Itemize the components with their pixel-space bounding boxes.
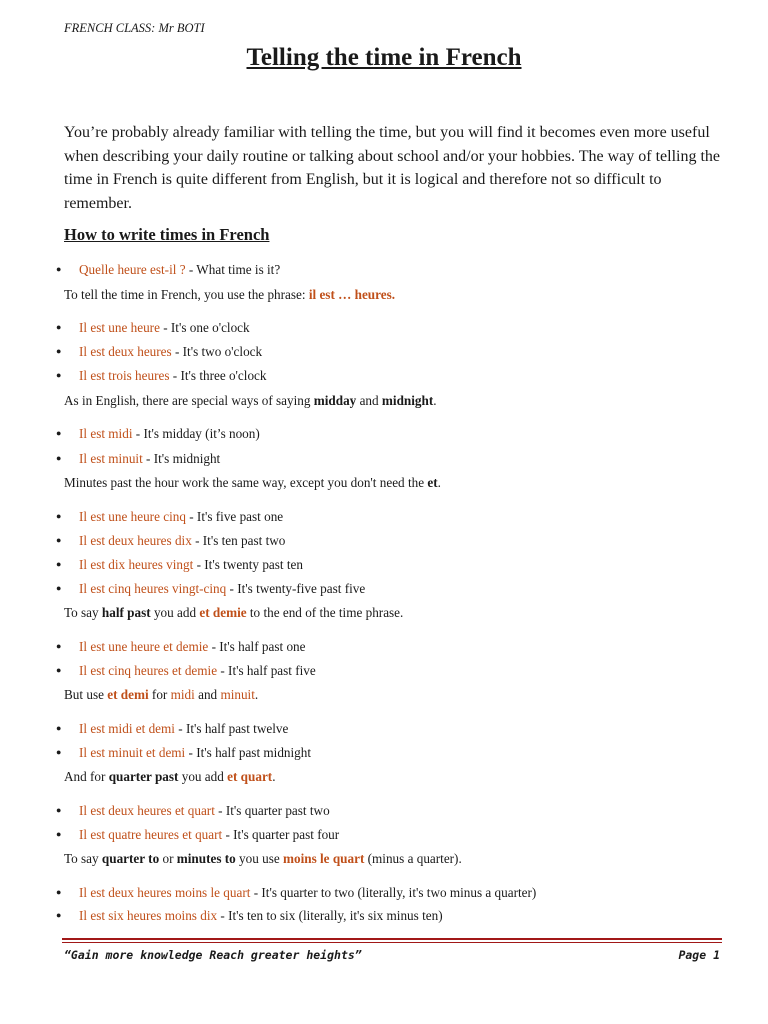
french-phrase: Il est minuit	[79, 451, 143, 466]
bullet-icon: ●	[56, 511, 62, 521]
bullet-icon: ●	[56, 559, 62, 569]
french-word: minuit	[220, 687, 255, 702]
list-item	[56, 745, 311, 761]
text-span: Minutes past the hour work the same way, except you don't need the	[64, 475, 428, 490]
list-item	[56, 509, 283, 525]
english-translation: - It's midnight	[142, 451, 221, 466]
list-item	[56, 426, 260, 442]
list-item	[56, 581, 365, 597]
french-word: midi	[170, 687, 195, 702]
french-phrase: Il est deux heures	[79, 344, 172, 359]
text-span: and	[356, 393, 382, 408]
english-translation: - What time is it?	[185, 262, 281, 277]
french-phrase: Il est six heures moins dix	[79, 908, 218, 923]
list-item	[56, 533, 285, 549]
list-item	[56, 451, 220, 467]
page-number: Page 1	[678, 948, 720, 962]
french-phrase: Quelle heure est-il ?	[79, 262, 186, 277]
bold-term: half past	[101, 605, 151, 620]
explanation-text	[64, 851, 462, 867]
bullet-icon: ●	[56, 805, 62, 815]
text-span: To say	[64, 851, 102, 866]
text-span: you add	[150, 605, 200, 620]
english-translation: - It's ten past two	[191, 533, 286, 548]
english-translation: - It's one o'clock	[159, 320, 250, 335]
explanation-text	[64, 475, 441, 491]
explanation-text	[64, 687, 258, 703]
highlight-phrase: et demie	[199, 605, 247, 620]
bold-term: minutes to	[176, 851, 236, 866]
english-translation: - It's half past twelve	[174, 721, 289, 736]
bullet-icon: ●	[56, 264, 62, 274]
english-translation: - It's three o'clock	[169, 368, 267, 383]
bullet-icon: ●	[56, 641, 62, 651]
explanation-text	[64, 287, 395, 303]
french-phrase: Il est dix heures vingt	[79, 557, 194, 572]
french-phrase: Il est midi	[79, 426, 133, 441]
list-item	[56, 262, 280, 278]
bullet-icon: ●	[56, 453, 62, 463]
bullet-icon: ●	[56, 370, 62, 380]
french-phrase: Il est cinq heures et demie	[79, 663, 218, 678]
list-item	[56, 803, 330, 819]
text-span: .	[437, 475, 441, 490]
text-span: for	[148, 687, 171, 702]
text-span: .	[254, 687, 259, 702]
bold-term: midday	[313, 393, 357, 408]
english-translation: - It's two o'clock	[171, 344, 263, 359]
list-item	[56, 663, 316, 679]
text-span: But use	[64, 687, 108, 702]
english-translation: - It's half past five	[217, 663, 316, 678]
bullet-icon: ●	[56, 346, 62, 356]
list-item	[56, 320, 250, 336]
french-phrase: Il est minuit et demi	[79, 745, 186, 760]
bullet-icon: ●	[56, 665, 62, 675]
explanation-text	[64, 605, 403, 621]
header-note: FRENCH CLASS: Mr BOTI	[64, 21, 205, 35]
explanation-text	[64, 393, 437, 409]
english-translation: - It's quarter to two (literally, it's two minus a quarter)	[250, 885, 537, 900]
list-item	[56, 908, 443, 924]
footer-divider	[62, 938, 722, 940]
french-phrase: Il est deux heures et quart	[79, 803, 215, 818]
bullet-icon: ●	[56, 535, 62, 545]
text-span: And for	[64, 769, 109, 784]
french-phrase: Il est deux heures dix	[79, 533, 192, 548]
french-phrase: Il est cinq heures vingt-cinq	[79, 581, 227, 596]
text-span: .	[272, 769, 276, 784]
footer-divider	[62, 942, 722, 943]
bullet-icon: ●	[56, 322, 62, 332]
english-translation: - It's five past one	[185, 509, 284, 524]
bullet-icon: ●	[56, 428, 62, 438]
french-phrase: Il est quatre heures et quart	[79, 827, 223, 842]
bullet-icon: ●	[56, 910, 62, 920]
text-span: to the end of the time phrase.	[246, 605, 404, 620]
highlight-phrase: moins le quart	[283, 851, 365, 866]
list-item	[56, 639, 306, 655]
text-span: or	[159, 851, 177, 866]
text-span: .	[433, 393, 437, 408]
english-translation: - It's half past midnight	[185, 745, 312, 760]
bold-term: et	[427, 475, 438, 490]
explanation-text	[64, 769, 276, 785]
french-phrase: Il est trois heures	[79, 368, 170, 383]
highlight-phrase: il est … heures.	[308, 287, 396, 302]
bullet-icon: ●	[56, 829, 62, 839]
english-translation: - It's twenty-five past five	[226, 581, 366, 596]
list-item	[56, 721, 288, 737]
french-phrase: Il est midi et demi	[79, 721, 175, 736]
english-translation: - It's quarter past four	[222, 827, 340, 842]
text-span: To tell the time in French, you use the phrase:	[64, 287, 309, 302]
section-heading: How to write times in French	[64, 225, 270, 244]
french-phrase: Il est une heure cinq	[79, 509, 186, 524]
list-item	[56, 557, 303, 573]
highlight-phrase: et demi	[107, 687, 149, 702]
text-span: you add	[178, 769, 228, 784]
text-span: To say	[64, 605, 102, 620]
bold-term: quarter past	[108, 769, 179, 784]
english-translation: - It's twenty past ten	[193, 557, 303, 572]
list-item	[56, 368, 267, 384]
bold-term: quarter to	[101, 851, 160, 866]
french-phrase: Il est une heure et demie	[79, 639, 209, 654]
text-span: you use	[235, 851, 284, 866]
bullet-icon: ●	[56, 723, 62, 733]
list-item	[56, 885, 536, 901]
footer-quote: “Gain more knowledge Reach greater heights”	[64, 948, 362, 962]
intro-paragraph: You’re probably already familiar with telling the time, but you will find it becomes even more useful when describing your daily routine or talking about school and/or your hobbies. The way of telling the time in French is quite different from English, but it is logical and therefore not so difficult to remember.	[64, 124, 721, 212]
list-item	[56, 344, 262, 360]
bullet-icon: ●	[56, 887, 62, 897]
bullet-icon: ●	[56, 747, 62, 757]
bullet-icon: ●	[56, 583, 62, 593]
english-translation: - It's midday (it’s noon)	[132, 426, 260, 441]
french-phrase: Il est une heure	[79, 320, 160, 335]
bold-term: midnight	[381, 393, 434, 408]
english-translation: - It's half past one	[208, 639, 306, 654]
french-phrase: Il est deux heures moins le quart	[79, 885, 251, 900]
page-title: Telling the time in French	[246, 44, 522, 71]
text-span: and	[194, 687, 221, 702]
list-item	[56, 827, 339, 843]
text-span: (minus a quarter).	[364, 851, 462, 866]
highlight-phrase: et quart	[227, 769, 273, 784]
english-translation: - It's ten to six (literally, it's six minus ten)	[217, 908, 443, 923]
text-span: As in English, there are special ways of saying	[64, 393, 314, 408]
english-translation: - It's quarter past two	[214, 803, 330, 818]
